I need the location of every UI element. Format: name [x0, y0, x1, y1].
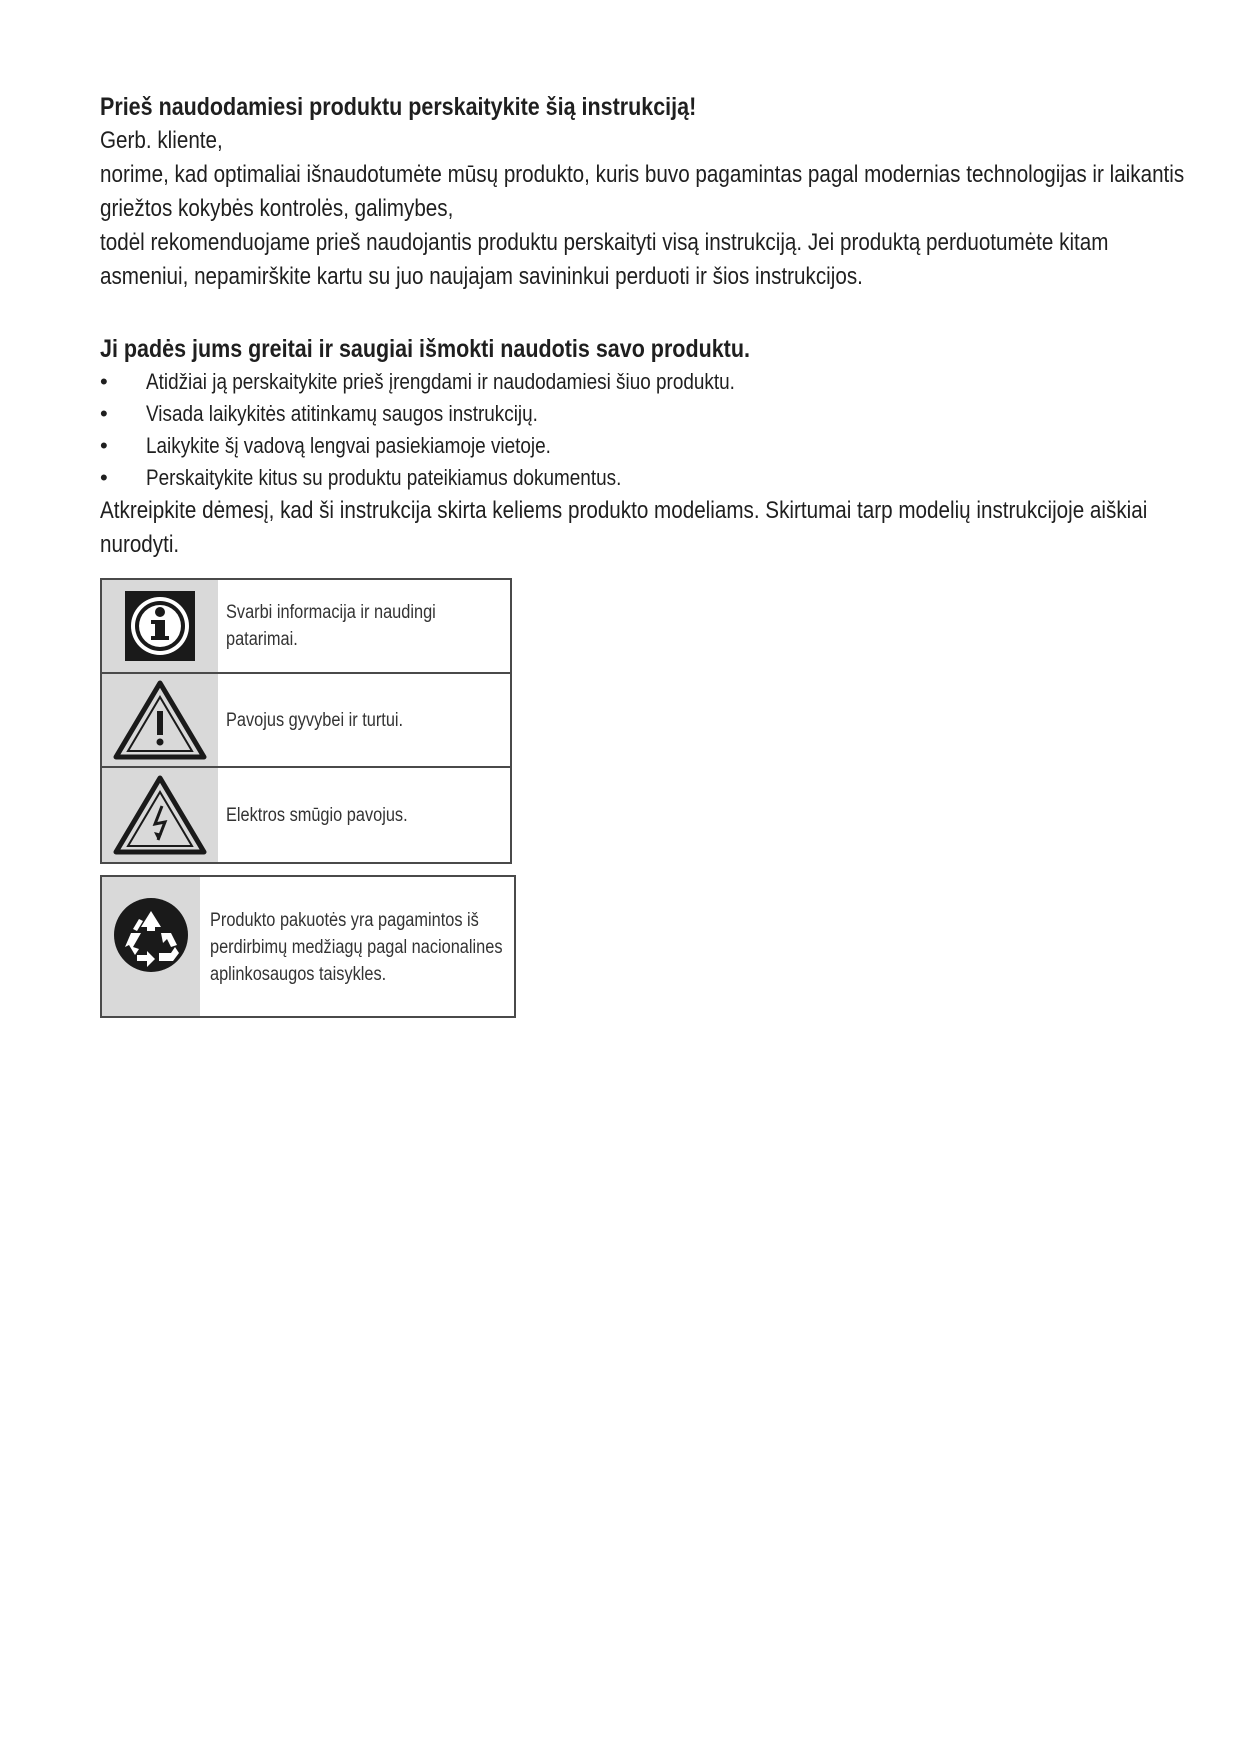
guide-heading: Ji padės jums greitai ir saugiai išmokti naudotis savo produktu. — [100, 335, 750, 363]
document-body — [100, 90, 1185, 562]
guide-bullet-list — [100, 366, 1150, 494]
list-item: • Atidžiai ją perskaitykite prieš įrengdami ir naudodamiesi šiuo produktu. — [100, 366, 1150, 398]
info-icon — [102, 580, 218, 672]
intro-paragraph-1: norime, kad optimaliai išnaudotumėte mūsų produkto, kuris buvo pagamintas pagal modernias technologijas ir laikantis griežtos kokybės kontrolės, galimybes, — [100, 161, 1185, 222]
list-item: • Laikykite šį vadovą lengvai pasiekiamoje vietoje. — [100, 430, 1150, 462]
models-note: Atkreipkite dėmesį, kad ši instrukcija skirta keliems produkto modeliams. Skirtumai tarp modelių instrukcijoje aiškiai nurodyti. — [100, 497, 1148, 558]
recycle-notice — [100, 875, 516, 1018]
symbol-text-info: Svarbi informacija ir naudingi patarimai. — [226, 602, 436, 650]
recycle-icon — [102, 877, 200, 1016]
warning-icon — [102, 674, 218, 766]
recycle-text: Produkto pakuotės yra pagamintos iš perdirbimų medžiagų pagal nacionalines aplinkosaugos taisykles. — [210, 910, 503, 985]
intro-heading: Prieš naudodamiesi produktu perskaitykite šią instrukciją! — [100, 93, 697, 121]
symbol-legend-table — [100, 578, 512, 864]
symbol-row-electric — [102, 768, 510, 862]
bullet-icon: • — [100, 433, 108, 458]
symbol-text-warning: Pavojus gyvybei ir turtui. — [226, 709, 404, 731]
bullet-icon: • — [100, 465, 108, 490]
salutation: Gerb. kliente, — [100, 127, 223, 154]
symbol-text-electric: Elektros smūgio pavojus. — [226, 804, 408, 826]
bullet-icon: • — [100, 401, 108, 426]
bullet-icon: • — [100, 369, 108, 394]
electric-shock-icon — [102, 768, 218, 862]
list-item: • Perskaitykite kitus su produktu pateikiamus dokumentus. — [100, 462, 1150, 494]
symbol-row-info — [102, 580, 510, 674]
symbol-row-warning — [102, 674, 510, 768]
intro-paragraph-2: todėl rekomenduojame prieš naudojantis produktu perskaityti visą instrukciją. Jei produktą perduotumėte kitam asmeniui, nepamirškite kartu su juo naujajam savininkui perduoti ir šios instrukcijos. — [100, 229, 1109, 290]
list-item: • Visada laikykitės atitinkamų saugos instrukcijų. — [100, 398, 1150, 430]
